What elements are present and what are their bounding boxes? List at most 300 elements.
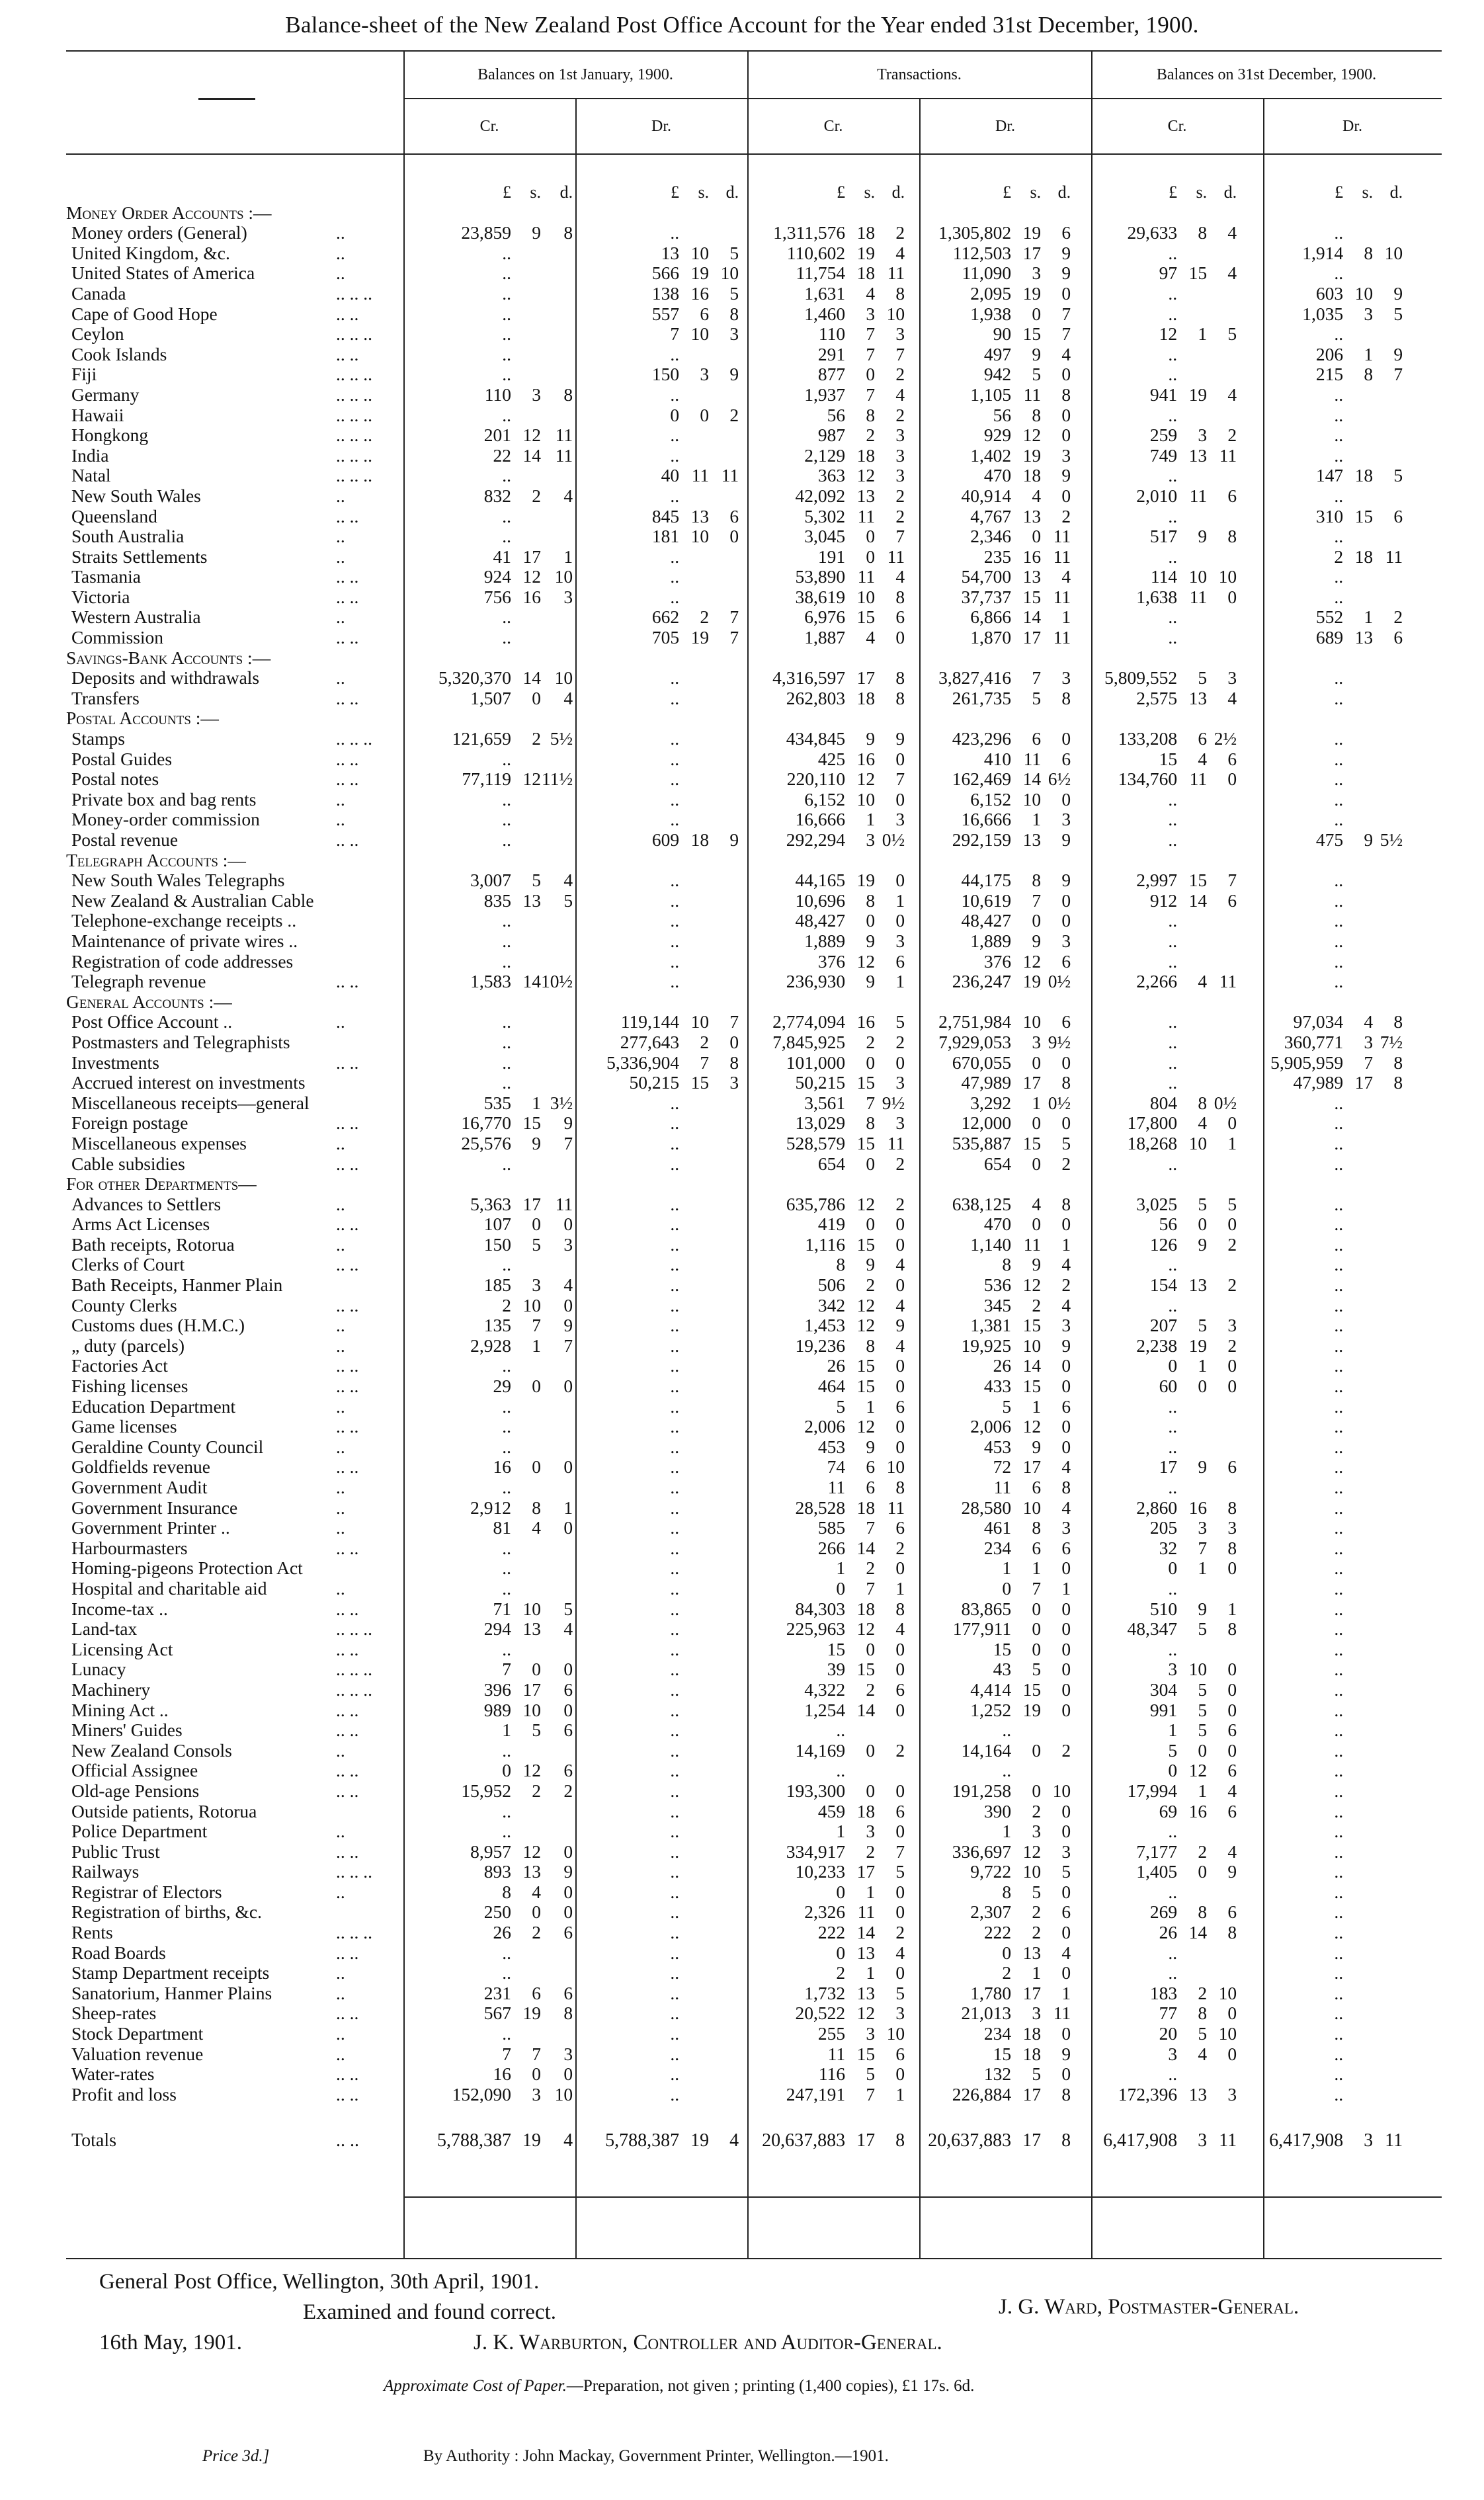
bal-jan-dr-pounds: .. (670, 485, 680, 506)
trans-cr-pounds: 3,045 (804, 526, 846, 547)
trans-cr-shillings: 18 (856, 1599, 876, 1619)
leader-dots: .. .. (336, 344, 359, 364)
bal-dec-cr-shillings: 11 (1189, 587, 1208, 607)
bal-dec-dr-pounds: .. (1334, 1113, 1344, 1134)
bal-jan-cr-shillings: 9 (532, 1133, 541, 1153)
trans-cr-pounds: 262,803 (786, 688, 846, 708)
trans-dr-shillings: 12 (1022, 951, 1042, 972)
bal-dec-dr-pence (1373, 931, 1407, 952)
bal-dec-cr-pence (1207, 284, 1241, 304)
bal-dec-cr-pence: 0 (1227, 1356, 1237, 1376)
units-blank (66, 183, 336, 203)
footer-price (202, 2447, 269, 2466)
bal-dec-cr-pence (1207, 1882, 1241, 1903)
bal-dec-dr-pence (1373, 1802, 1407, 1822)
trans-dr-pence: 0 (1061, 890, 1071, 911)
bal-jan-dr-shillings (679, 810, 709, 830)
bal-jan-dr-shillings (679, 1498, 709, 1519)
account-name: Accrued interest on investments (71, 1073, 306, 1093)
trans-cr-shillings: 3 (866, 830, 876, 850)
bal-jan-dr-shillings (679, 1943, 709, 1964)
bal-jan-cr-pounds: .. (502, 283, 511, 304)
bal-dec-dr-pence (1373, 1134, 1407, 1154)
trans-dr-pence: 3 (1061, 445, 1071, 466)
account-name: Water-rates (71, 2064, 155, 2085)
trans-dr-pounds: 177,911 (952, 1619, 1012, 1640)
trans-dr-pounds: 2,346 (970, 526, 1012, 547)
bal-dec-cr-pounds: 912 (1149, 890, 1178, 911)
bal-dec-dr-pounds: 6,417,908 (1269, 2130, 1344, 2151)
bal-jan-cr-shillings: 0 (532, 1214, 541, 1235)
bal-jan-dr-shillings: 11 (691, 466, 710, 486)
bal-dec-dr-pounds: 215 (1315, 364, 1344, 385)
ledger-row (66, 2003, 1407, 2024)
trans-dr-pounds: 40,914 (961, 485, 1012, 506)
bal-jan-dr-shillings (679, 1315, 709, 1336)
trans-dr-shillings: 2 (1032, 1295, 1042, 1315)
trans-dr-pounds: 48,427 (961, 911, 1012, 931)
bal-dec-dr-pounds: .. (1334, 1558, 1344, 1579)
trans-cr-pence: 6 (895, 1801, 905, 1821)
bal-dec-cr-pounds: 3,025 (1136, 1194, 1178, 1214)
trans-cr-pence: 7 (895, 344, 905, 364)
bal-jan-dr-shillings: 2 (700, 1032, 710, 1052)
trans-cr-shillings: 0 (866, 526, 876, 547)
bal-jan-cr-pence: 11 (555, 1194, 573, 1214)
bal-dec-dr-pounds: .. (1334, 324, 1344, 345)
bal-jan-dr-shillings (679, 790, 709, 810)
ledger-row (66, 203, 1407, 224)
bal-jan-cr-pence: 10 (554, 567, 573, 587)
ledger-row (66, 2024, 1407, 2044)
bal-jan-cr-pounds: .. (502, 1417, 511, 1437)
leader-dots: .. .. .. (336, 1679, 372, 1700)
bal-jan-dr-shillings (679, 1781, 709, 1802)
bal-dec-cr-pounds: .. (1168, 1396, 1178, 1417)
account-name: Bath receipts, Rotorua (71, 1234, 235, 1255)
bal-dec-cr-shillings (1177, 405, 1207, 426)
bal-jan-dr-pence (709, 1154, 743, 1175)
bal-jan-cr-shillings (511, 1741, 541, 1761)
trans-dr-shillings: 19 (1022, 223, 1042, 243)
ledger-row (66, 1397, 1407, 1417)
bal-dec-dr-shillings (1343, 2024, 1373, 2044)
bal-jan-dr-pounds: 5,788,387 (605, 2130, 680, 2151)
account-name: Machinery (71, 1679, 151, 1700)
account-name: Foreign postage (71, 1113, 188, 1134)
bal-jan-dr-shillings (679, 1113, 709, 1134)
ledger-row (66, 1275, 1407, 1296)
ledger-row (66, 830, 1407, 851)
bal-dec-dr-shillings: 13 (1354, 628, 1374, 648)
bal-dec-cr-shillings: 13 (1188, 2084, 1208, 2104)
trans-dr-pence: 7 (1061, 304, 1071, 324)
bal-dec-cr-pounds: .. (1168, 1052, 1178, 1073)
bal-dec-cr-pence: 8 (1227, 1619, 1237, 1640)
bal-dec-dr-pence (1373, 1640, 1407, 1660)
bal-jan-dr-pence (709, 1761, 743, 1781)
bal-jan-cr-shillings: 14 (522, 445, 541, 466)
trans-cr-shillings: 12 (856, 1315, 876, 1336)
bal-dec-dr-pence (1373, 870, 1407, 891)
leader-dots: .. .. .. (336, 384, 372, 405)
bal-dec-dr-shillings (1343, 1134, 1373, 1154)
bal-dec-cr-pence (1207, 243, 1241, 264)
trans-cr-pence: 1 (895, 890, 905, 911)
trans-cr-pence: 4 (895, 1335, 905, 1356)
trans-cr-shillings: 7 (866, 324, 876, 345)
trans-cr-pence: 2 (895, 1740, 905, 1761)
trans-cr-pence: 4 (895, 1255, 905, 1275)
trans-dr-pence: 0 (1061, 1639, 1071, 1659)
bal-jan-cr-pence: 4 (563, 2130, 573, 2151)
trans-dr-shillings: 10 (1022, 789, 1042, 810)
bal-jan-cr-pounds: 5,320,370 (438, 668, 511, 688)
bal-dec-dr-pence (1373, 810, 1407, 830)
bal-dec-cr-pence (1207, 1963, 1241, 1983)
bal-dec-dr-pence (1373, 1720, 1407, 1741)
bal-dec-dr-pounds: .. (1334, 1882, 1344, 1902)
bal-dec-dr-pence (1373, 567, 1407, 587)
totals-row (66, 2104, 1407, 2151)
bal-jan-dr-pence (709, 1923, 743, 1943)
bal-jan-dr-pence (709, 1093, 743, 1114)
unit-pounds-label: £ (837, 183, 846, 202)
bal-dec-cr-shillings (1177, 1012, 1207, 1032)
account-name: Stamps (71, 729, 125, 749)
bal-dec-cr-shillings: 12 (1188, 1761, 1208, 1781)
account-name: Maintenance of private wires .. (71, 931, 298, 951)
bal-jan-cr-pence: 0 (563, 1841, 573, 1862)
ledger-row (66, 446, 1407, 466)
bal-jan-dr-pounds: .. (670, 1740, 680, 1761)
bal-jan-dr-pence (709, 1802, 743, 1822)
bal-dec-cr-pence: 1 (1227, 1599, 1237, 1619)
bal-jan-cr-pence (541, 1579, 577, 1599)
bal-dec-dr-pounds: .. (1334, 1942, 1344, 1963)
bal-dec-dr-pounds: .. (1334, 911, 1344, 931)
bal-dec-cr-shillings (1177, 952, 1207, 972)
trans-cr-shillings: 15 (856, 607, 876, 628)
bal-dec-cr-pence: 8 (1227, 1497, 1237, 1518)
trans-cr-pence: 0 (895, 870, 905, 891)
bal-jan-cr-pounds: 107 (483, 1214, 511, 1235)
trans-dr-pence: 0 (1061, 1821, 1071, 1842)
bal-dec-cr-pence: 9 (1227, 1862, 1237, 1882)
trans-cr-pounds: 56 (827, 405, 846, 425)
bal-dec-cr-pounds: .. (1168, 607, 1178, 628)
bal-jan-dr-shillings (679, 2003, 709, 2024)
bal-jan-cr-pence: 6 (563, 1983, 573, 2003)
bal-dec-cr-shillings (1177, 1963, 1207, 1983)
trans-dr-pence: 0 (1061, 485, 1071, 506)
bal-dec-cr-shillings: 5 (1198, 1720, 1208, 1741)
trans-cr-pounds: 453 (817, 1437, 846, 1457)
bal-dec-dr-shillings (1343, 1457, 1373, 1478)
trans-dr-pounds: 2,307 (970, 1902, 1012, 1923)
bal-dec-dr-pence: 5 (1393, 466, 1403, 486)
trans-dr-shillings: 6 (1032, 729, 1042, 749)
trans-dr-pence: 6 (1061, 1538, 1071, 1558)
bal-jan-dr-pence: 7 (729, 628, 739, 648)
trans-cr-pounds: 1 (836, 1558, 846, 1579)
bal-dec-cr-shillings: 10 (1188, 1659, 1208, 1680)
trans-dr-pence: 3 (1061, 1841, 1071, 1862)
unit-pence-label: d. (725, 183, 739, 202)
bal-dec-dr-pounds: 206 (1315, 344, 1344, 364)
bal-jan-cr-shillings: 2 (532, 729, 541, 749)
trans-cr-shillings: 8 (866, 1335, 876, 1356)
bal-dec-dr-shillings (1343, 1397, 1373, 1417)
bal-jan-dr-pounds: 50,215 (629, 1073, 680, 1093)
bal-dec-dr-pence (1373, 446, 1407, 466)
bal-jan-dr-shillings (679, 345, 709, 365)
account-name: New Zealand Consols (71, 1740, 232, 1761)
bal-jan-dr-pounds: .. (670, 749, 680, 769)
bal-jan-cr-shillings: 0 (532, 688, 541, 708)
account-name: Victoria (71, 587, 130, 607)
leader-dots: .. .. (336, 769, 359, 790)
trans-cr-shillings: 2 (866, 425, 876, 446)
bal-jan-cr-pounds: .. (502, 628, 511, 648)
account-name: Miscellaneous receipts—general (71, 1093, 309, 1113)
ledger-row (66, 385, 1407, 405)
bal-dec-cr-pence (1207, 507, 1241, 527)
bal-jan-cr-pounds: .. (502, 344, 511, 364)
bal-dec-dr-pence: 9 (1393, 283, 1403, 304)
trans-dr-shillings: 19 (1022, 283, 1042, 304)
bal-dec-dr-shillings: 1 (1364, 344, 1374, 364)
trans-dr-pounds: 15 (993, 2044, 1012, 2064)
trans-cr-pence: 2 (895, 1194, 905, 1214)
trans-dr-pence: 0 (1061, 1659, 1071, 1680)
bal-jan-dr-pounds: .. (670, 2024, 680, 2044)
trans-cr-shillings: 2 (866, 1275, 876, 1296)
bal-jan-dr-pence (709, 1518, 743, 1538)
trans-cr-pence: 0 (895, 1821, 905, 1842)
leader-dots: .. .. (336, 1255, 359, 1275)
trans-dr-shillings: 1 (1032, 1558, 1042, 1579)
bal-dec-dr-shillings (1343, 385, 1373, 405)
leader-dots (336, 1902, 409, 1923)
bal-jan-cr-pence: 9 (563, 1862, 573, 1882)
bal-jan-dr-pence (709, 1134, 743, 1154)
bal-dec-dr-pounds: .. (1334, 2044, 1344, 2064)
bal-jan-cr-pounds: 16 (493, 1457, 511, 1478)
bal-jan-dr-pounds: .. (670, 1396, 680, 1417)
trans-dr-pounds: 5 (1002, 1396, 1012, 1417)
bal-dec-dr-pounds: .. (1334, 1396, 1344, 1417)
trans-dr-shillings: 0 (1032, 1113, 1042, 1134)
trans-dr-pounds: 21,013 (961, 2003, 1012, 2024)
bal-jan-dr-pounds: .. (670, 1761, 680, 1781)
bal-dec-dr-pounds: .. (1334, 2024, 1344, 2044)
trans-cr-pence: 6 (895, 1396, 905, 1417)
bal-dec-cr-pence: 0 (1227, 769, 1237, 790)
bal-jan-cr-shillings (511, 1538, 541, 1559)
bal-dec-cr-pounds: .. (1168, 1578, 1178, 1599)
bal-jan-dr-shillings (679, 1336, 709, 1356)
bal-jan-dr-pence (709, 810, 743, 830)
trans-cr-pence: 1 (895, 2084, 905, 2104)
trans-dr-shillings: 13 (1022, 567, 1042, 587)
bal-dec-cr-pence (1207, 304, 1241, 325)
trans-dr-shillings: 18 (1022, 2044, 1042, 2064)
bal-dec-dr-pence (1373, 1579, 1407, 1599)
bal-jan-cr-shillings: 1 (532, 1093, 541, 1113)
bal-jan-dr-pounds: .. (670, 1214, 680, 1235)
bal-jan-dr-shillings (679, 1437, 709, 1458)
trans-cr-pence: 0 (895, 1437, 905, 1457)
bal-jan-dr-pounds: .. (670, 1497, 680, 1518)
bal-dec-cr-pence: 0 (1227, 2003, 1237, 2024)
bal-jan-cr-pounds: 250 (483, 1902, 511, 1923)
trans-dr-pence: 6 (1061, 951, 1071, 972)
trans-dr-shillings: 1 (1032, 810, 1042, 830)
bal-dec-cr-shillings: 14 (1188, 890, 1208, 911)
bal-jan-dr-shillings (679, 385, 709, 405)
unit-pence-label: d. (1223, 183, 1237, 202)
bal-dec-dr-pence: 5½ (1380, 830, 1403, 850)
ledger-row (66, 1862, 1407, 1882)
ledger-row (66, 749, 1407, 770)
bal-dec-cr-pounds: 2,238 (1136, 1335, 1178, 1356)
trans-dr-shillings: 9 (1032, 1255, 1042, 1275)
bal-jan-dr-pence (709, 425, 743, 446)
bal-jan-dr-pounds: .. (670, 1478, 680, 1497)
bal-dec-cr-shillings: 11 (1189, 485, 1208, 506)
trans-cr-pence: 5 (895, 1862, 905, 1882)
bal-dec-cr-pounds: 304 (1149, 1679, 1178, 1700)
bal-jan-cr-pounds: .. (502, 1052, 511, 1073)
bal-dec-cr-pence: 4 (1227, 1780, 1237, 1801)
bal-jan-cr-pence: 0 (563, 1659, 573, 1680)
bal-dec-dr-pence (1373, 1296, 1407, 1316)
account-name: Hongkong (71, 425, 149, 446)
bal-dec-dr-shillings (1343, 263, 1373, 284)
ledger-row (66, 1518, 1407, 1538)
bal-jan-cr-pounds: .. (502, 1740, 511, 1761)
bal-jan-dr-pence (709, 688, 743, 709)
bal-dec-cr-shillings: 3 (1198, 1518, 1208, 1538)
bal-dec-cr-pence (1207, 547, 1241, 567)
ledger-row (66, 1315, 1407, 1336)
bal-jan-dr-shillings (679, 668, 709, 688)
bal-jan-cr-pounds: 71 (493, 1599, 511, 1619)
trans-cr-pounds: 38,619 (795, 587, 846, 607)
bal-dec-cr-pence: 0½ (1214, 1093, 1237, 1113)
trans-cr-pence: 5 (895, 1012, 905, 1032)
bal-dec-cr-pence (1207, 364, 1241, 385)
bal-jan-cr-pence (541, 1053, 577, 1073)
bal-jan-cr-pence: 2 (563, 1780, 573, 1801)
leader-dots (336, 952, 409, 972)
trans-cr-pence: 0 (895, 1780, 905, 1801)
bal-dec-dr-shillings (1343, 1437, 1373, 1458)
trans-cr-shillings (845, 1720, 875, 1741)
bal-dec-cr-pounds: .. (1168, 2064, 1178, 2085)
trans-dr-shillings: 3 (1032, 1821, 1042, 1842)
bal-dec-cr-shillings (1177, 810, 1207, 830)
account-name: United States of America (71, 263, 255, 284)
bal-jan-dr-pence (709, 587, 743, 608)
trans-dr-pence: 8 (1061, 1478, 1071, 1497)
account-name: Income-tax .. (71, 1599, 168, 1619)
trans-cr-pence: 0 (895, 1052, 905, 1073)
bal-jan-cr-shillings: 12 (522, 567, 541, 587)
trans-cr-pounds: 4,316,597 (772, 668, 846, 688)
bal-jan-dr-pounds: .. (670, 1659, 680, 1680)
bal-dec-dr-pounds: 47,989 (1293, 1073, 1344, 1093)
bal-dec-cr-shillings: 4 (1198, 749, 1208, 769)
bal-jan-cr-pounds: 2 (502, 1295, 511, 1315)
trans-dr-pounds: 7,929,053 (938, 1032, 1012, 1052)
bal-jan-dr-pounds: .. (670, 2044, 680, 2064)
bal-dec-cr-pence (1207, 790, 1241, 810)
trans-cr-shillings: 12 (856, 1194, 876, 1214)
trans-dr-pence: 3 (1061, 668, 1071, 688)
bal-jan-cr-shillings: 17 (522, 546, 541, 567)
bal-jan-cr-shillings: 13 (522, 1862, 541, 1882)
bal-dec-dr-pounds: .. (1334, 972, 1344, 992)
bal-jan-cr-pounds: 3,007 (470, 870, 511, 891)
bal-jan-dr-pence: 6 (729, 506, 739, 526)
trans-cr-pounds: 266 (817, 1538, 846, 1558)
trans-cr-pounds: 220,110 (786, 769, 846, 790)
bal-dec-dr-pounds: .. (1334, 749, 1344, 769)
bal-jan-cr-pounds: 77,119 (462, 769, 511, 790)
trans-cr-pounds: 0 (836, 1942, 846, 1963)
trans-cr-pounds: 101,000 (786, 1052, 846, 1073)
trans-dr-pence: 8 (1061, 688, 1071, 708)
bal-jan-dr-pence (709, 1457, 743, 1478)
bal-jan-dr-pounds: .. (670, 1599, 680, 1619)
bal-dec-dr-pence (1373, 668, 1407, 688)
bal-dec-dr-pounds: .. (1334, 1315, 1344, 1336)
bal-jan-dr-pounds: .. (670, 2003, 680, 2024)
trans-cr-pounds: 225,963 (786, 1619, 846, 1640)
bal-dec-dr-pence: 11 (1385, 546, 1403, 567)
bal-jan-cr-pounds: .. (502, 1801, 511, 1821)
bal-dec-cr-shillings (1177, 1053, 1207, 1073)
bal-dec-dr-shillings: 3 (1364, 304, 1374, 324)
bal-dec-dr-pounds: 1,914 (1302, 243, 1344, 263)
bal-jan-dr-pence (709, 1558, 743, 1579)
bal-dec-cr-pence: 6 (1227, 1801, 1237, 1821)
bal-dec-dr-pounds: 360,771 (1284, 1032, 1344, 1052)
bal-jan-cr-shillings (511, 628, 541, 648)
bal-dec-cr-pounds: 133,208 (1118, 729, 1178, 749)
ledger-row (66, 1356, 1407, 1376)
bal-dec-cr-pounds: .. (1168, 789, 1178, 810)
account-name: Investments (71, 1052, 159, 1073)
trans-cr-pence (875, 1720, 909, 1741)
bal-jan-cr-pounds: 2,928 (470, 1335, 511, 1356)
leader-dots: .. (336, 1133, 345, 1153)
trans-cr-pounds: 0 (836, 1882, 846, 1902)
trans-cr-pence: 0 (895, 1376, 905, 1397)
bal-dec-dr-pounds: .. (1334, 1700, 1344, 1720)
bal-dec-dr-pence: 11 (1385, 2130, 1403, 2151)
bal-jan-cr-shillings (511, 1073, 541, 1093)
bal-dec-dr-pence (1373, 790, 1407, 810)
bal-jan-cr-pence: 10½ (541, 972, 573, 992)
bal-jan-dr-pounds: .. (670, 972, 680, 992)
trans-dr-pounds: 410 (983, 749, 1012, 769)
trans-dr-shillings: 13 (1022, 506, 1042, 526)
ledger-row (66, 587, 1407, 608)
bal-jan-cr-shillings: 8 (532, 1497, 541, 1518)
